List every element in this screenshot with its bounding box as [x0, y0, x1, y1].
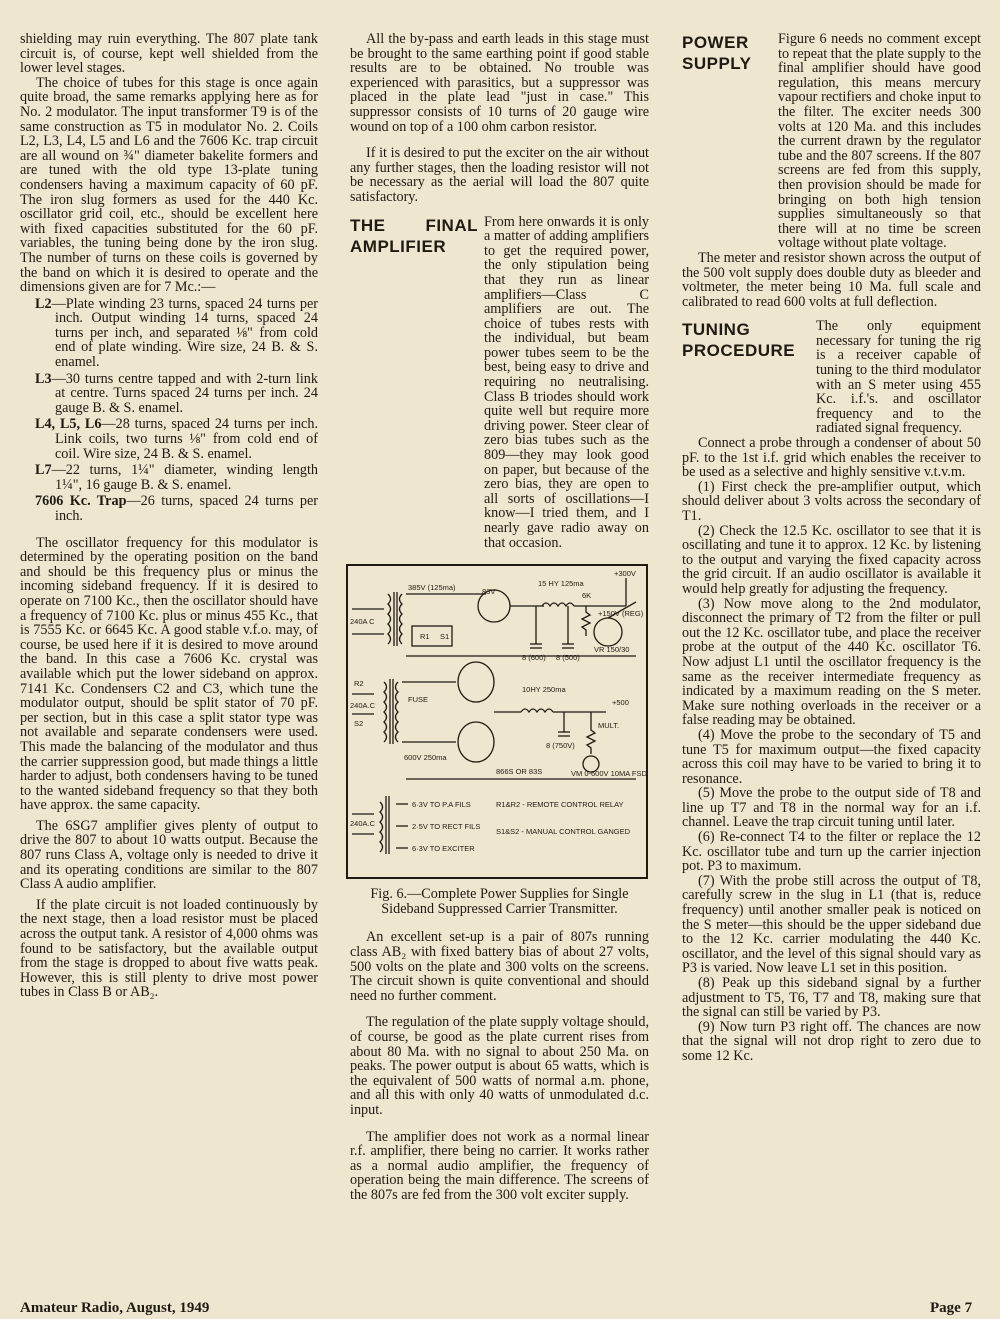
tuning-step-8: (8) Peak up this sideband signal by a further adjustment to T5, T6, T7 and T8, making sure that the signal can still be varied by P3.: [682, 975, 981, 1021]
tuning-step-6: (6) Re-connect T4 to the filter or replace the 12 Kc. oscillator tube and turn up the carrier injection pot. P3 to maximum.: [682, 829, 981, 875]
label-vr150: VR 150/30: [594, 645, 630, 655]
label-600v: 600V 250ma: [404, 753, 447, 763]
label-note-relay: R1&R2 - REMOTE CONTROL RELAY: [496, 800, 624, 810]
label-240ac-2: 240A.C: [350, 701, 376, 711]
paragraph: shielding may ruin everything. The 807 plate tank circuit is, of course, kept well shielded from the lower level stages.: [20, 31, 318, 77]
coil-text: —26 turns, spaced 24 turns per inch.: [55, 493, 318, 524]
coil-text: —30 turns centre tapped and with 2-turn link at centre. Turns spaced 24 turns per inch. 24 gauge B. & S. enamel.: [51, 370, 318, 416]
label-866s: 866S OR 83S: [496, 767, 543, 777]
label-83v: 83V: [482, 587, 496, 597]
section-heading: POWER SUPPLY: [682, 33, 752, 73]
coil-list: [20, 297, 318, 524]
tuning-step-9: (9) Now turn P3 right off. The chances are now that the signal will not drop right to zero due to some 12 Kc.: [682, 1018, 981, 1064]
figure-caption: Fig. 6.—Complete Power Supplies for Single Sideband Suppressed Carrier Transmitter.: [370, 886, 629, 917]
coil-text: —28 turns, spaced 24 turns per inch. Link coils, two turns ⅛" from cold end of coil. Wire size, 24 B. & S. enamel.: [55, 416, 318, 462]
paragraph: Figure 6 needs no comment except to repeat that the plate supply to the final amplifier should have good regulation, this means mercury vapour rectifiers and choke input to the filter. The exciter needs 300 volts at 120 Ma. and this includes the current drawn by the regulator tube and the 807 screens. If the 807 screens are fed from this supply, then provision should be made for bringing on both high tension supplies simultaneously so that there will at no time be screen voltage without plate voltage.: [778, 31, 981, 252]
label-8-500: 8 (500): [556, 653, 580, 663]
paragraph: An excellent set-up is a pair of 807s running class AB₂ with fixed battery bias of about 27 volts, 500 volts on the plate and 300 volts on the screens. The circuit shown is quite conventional and should need no further comment.: [350, 929, 649, 1004]
label-r1: R1: [420, 632, 430, 642]
paragraph: Connect a probe through a condenser of about 50 pF. to the 1st i.f. grid which enables the receiver to be used as a selective and highly sensitive v.t.v.m.: [682, 435, 981, 481]
label-6k: 6K: [582, 591, 592, 601]
section-power-supply: [682, 32, 981, 251]
coil-label: L4, L5, L6: [35, 416, 102, 433]
label-choke-15hy: 15 HY 125ma: [538, 579, 584, 589]
label-note-manual: S1&S2 - MANUAL CONTROL GANGED: [496, 827, 631, 837]
column-2: [350, 32, 649, 1202]
paragraph: All the by-pass and earth leads in this stage must be brought to the same earthing point if good stable results are to be obtained. No trouble was experienced with parasitics, but a suppressor was placed in the plate lead "just in case." This suppressor consists of 10 turns of 20 gauge wire wound on top of a 100 ohm carbon resistor.: [350, 31, 649, 135]
tuning-step-3: (3) Now move along to the 2nd modulator, disconnect the primary of T2 from the filter or pull out the 12 Kc. oscillator tube, and place the receiver probe at the output of the 440 Kc. oscillator T6. Now adjust L1 until the oscillator frequency is the same as the receiver intermediate frequency as indicated by a maximum reading on the S meter. Make sure nothing overloads in the receiver or a false reading may be obtained.: [682, 595, 981, 729]
coil-spec-l3: [20, 372, 318, 416]
paragraph: The meter and resistor shown across the output of the 500 volt supply does double duty as bleeder and voltmeter, the meter being 10 Ma. full scale and calibrated to read 600 volts at full deflection.: [682, 249, 981, 310]
paragraph: The 6SG7 amplifier gives plenty of output to drive the 807 to about 10 watts output. Because the 807 runs Class A, voltage only is needed to drive it and its operating conditions are similar to the 807 Class A audio amplifier.: [20, 817, 318, 893]
label-s2: S2: [354, 719, 364, 729]
label-s1: S1: [440, 632, 450, 642]
coil-label: L2: [35, 295, 52, 312]
tuning-step-2: (2) Check the 12.5 Kc. oscillator to see that it is oscillating and tune it to approx. 12 Kc. by listening to the output and varying the fixed capacity across the grid circuit. If an audio oscillator is available it would help greatly for adjusting the frequency.: [682, 522, 981, 597]
page-number: Page 7: [930, 1300, 973, 1316]
coil-text: —Plate winding 23 turns, spaced 24 turns per inch. Output winding 14 turns, spaced 24 turns per inch, and separated ⅛" from cold end of plate winding. Wire size, 24 B. & S. enamel.: [51, 295, 318, 371]
section-heading: THE FINAL AMPLIFIER: [350, 215, 478, 256]
coil-text: —22 turns, 1¼" diameter, winding length 1¼", 16 gauge B. & S. enamel.: [51, 462, 318, 493]
coil-spec-l4-l6: [20, 417, 318, 461]
label-8-750v: 8 (750V): [546, 741, 575, 751]
paragraph: The regulation of the plate supply voltage should, of course, be good as the plate current rises from about 80 Ma. with no signal to about 250 Ma. on peaks. The power output is about 65 watts, which is the equivalent of 500 watts of normal a.m. phone, and all this with only 40 watts of unmodulated d.c. input.: [350, 1014, 649, 1118]
tuning-step-7: (7) With the probe still across the output of T8, carefully screw in the slug in L1 (that is, reduce frequency) until another smaller peak is noticed on the S meter—this should be the upper sideband due to the 12 Kc. carrier modulating the 440 Kc. oscillator, and the level of this signal should vary as P3 is varied. Now leave L1 set in this position.: [682, 872, 981, 977]
label-240ac-3: 240A.C: [350, 819, 376, 829]
paragraph: The only equipment necessary for tuning the rig is a receiver capable of tuning to the third modulator with an S meter using 455 Kc. i.f.'s. and oscillator frequency and to the radiated signal frequency.: [816, 318, 981, 437]
label-rect-fils: 2·5V TO RECT FILS: [412, 822, 481, 832]
label-mult: MULT.: [598, 721, 620, 731]
paragraph: The oscillator frequency for this modulator is determined by the operating position on the band and should be this frequency plus or minus the incoming sideband frequency. If it is desired to operate on 7100 Kc., then the oscillator should have a frequency of 7100 Kc. plus or minus 455 Kc., that is 7555 Kc. or 6645 Kc. A good stable v.f.o. may, of course, be used here if it is desired to move around the band. In this case a 7606 Kc. crystal was available which put the lower sideband on approx. 7141 Kc. Condensers C2 and C3, which tune the modulator output, should be split stator of 70 pF. per section, but in this case a split stator type was not available and separate condensers were used. This made the balancing of the modulator and thus the carrier suppression good, but made things a little harder to adjust, both condensers having to be tuned to the wanted sideband frequency so that they both have approx. the same capacity.: [20, 534, 318, 814]
coil-label: 7606 Kc. Trap: [35, 493, 127, 510]
column-3: [682, 32, 981, 1064]
label-385v: 385V (125ma): [408, 583, 456, 593]
section-heading: TUNING PROCEDURE: [682, 320, 796, 361]
coil-label: L7: [35, 462, 52, 479]
label-choke-10hy: 10HY 250ma: [522, 685, 566, 695]
label-150v: +150V (REG): [598, 609, 644, 619]
coil-spec-trap: [20, 494, 318, 523]
section-final-amplifier: [350, 215, 649, 551]
coil-spec-l2: [20, 297, 318, 370]
label-vm: VM 0-600V 10MA FSD: [571, 769, 647, 779]
tuning-step-1: (1) First check the pre-amplifier output, which should deliver about 3 volts across the secondary of T1.: [682, 478, 981, 524]
footer-publication: Amateur Radio, August, 1949: [20, 1300, 210, 1316]
section-tuning-procedure: [682, 319, 981, 436]
label-exciter: 6·3V TO EXCITER: [412, 844, 475, 854]
column-1: [20, 32, 318, 1000]
paragraph: From here onwards it is only a matter of adding amplifiers to get the required power, the only stipulation being that they run as linear amplifiers—Class C amplifiers are out. The choice of tubes rests with the individual, but beam power tubes seem to be the best, being easy to drive and requiring no neutralising. Class B triodes should work quite well but require more driving power. Steer clear of zero bias tubes such as the 809—they may look good on paper, but because of the zero bias, they are open to all sorts of oscillations—I know—I tried them, and I nearly gave radio away on that occasion.: [484, 213, 649, 551]
label-8-600: 8 (600): [522, 653, 546, 663]
paragraph: If it is desired to put the exciter on the air without any further stages, then the loading resistor will not be necessary as the aerial will load the 807 quite satisfactory.: [350, 145, 649, 205]
tuning-step-5: (5) Move the probe to the output side of T8 and line up T7 and T8 in the normal way for an i.f. channel. Leave the trap circuit tuning until later.: [682, 785, 981, 831]
paragraph: If the plate circuit is not loaded continuously by the next stage, then a load resistor must be placed across the output tank. A resistor of 4,000 ohms was found to be satisfactory, but the available output from the stage is dropped to about five watts peak. However, this is still plenty to drive most power tubes in Class B or AB₂.: [20, 896, 318, 1001]
coil-spec-l7: [20, 463, 318, 492]
paragraph: The choice of tubes for this stage is once again quite broad, the same remarks applying here as for No. 2 modulator. The input transformer T9 is of the same construction as T5 in modulator No. 2. Coils L2, L3, L4, L5 and L6 and the 7606 Kc. trap circuit are all wound on ¾" diameter bakelite formers and are tuned with the old type 13-plate tuning condensers having a maximum capacity of 60 pF. The iron slug formers as used for the 440 Kc. oscillator grid coil, etc., should be excellent here with fixed capacities substituted for the 60 pF. variables, the tuning being done by the iron slug. The number of turns on these coils is governed by the band on which it is desired to operate and the dimensions given are for 7 Mc.:—: [20, 74, 318, 296]
tuning-step-4: (4) Move the probe to the secondary of T5 and tune T5 for maximum output—the fixed capacity across this coil may have to be varied to bring it to resonance.: [682, 726, 981, 787]
paragraph: The amplifier does not work as a normal linear r.f. amplifier, there being no carrier. It works rather as a normal audio amplifier, the frequency of operation being the main difference. The screens of the 807s are fed from the 300 volt exciter supply.: [350, 1128, 649, 1203]
power-supply-schematic: [346, 564, 648, 879]
label-240ac-1: 240A C: [350, 617, 375, 627]
label-500v: +500: [612, 698, 629, 708]
label-pa-fils: 6·3V TO P.A FILS: [412, 800, 471, 810]
label-r2: R2: [354, 679, 364, 689]
label-fuse: FUSE: [408, 695, 429, 705]
label-300v: +300V: [614, 569, 636, 579]
coil-label: L3: [35, 370, 52, 387]
